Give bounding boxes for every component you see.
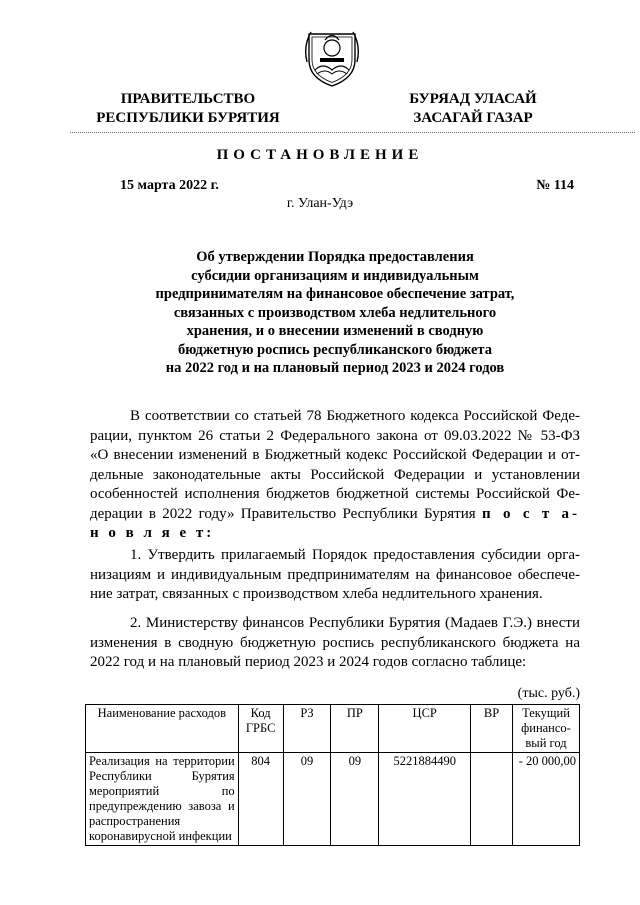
document-number: № 114 [536,178,574,193]
table-cell: 5221884490 [379,753,471,846]
header-divider [70,132,635,133]
table-cell-expense-name: Реализация на территории Республики Бурятия мероприятий по предупреждению завоза и распространения коронавирусной инфекции [86,753,239,846]
table-header-cell: Код ГРБС [238,705,283,753]
paragraph-line: ние затрат, связанных с производством хлеба недлительного хранения. [90,586,543,602]
decree-word-part2: н о в л я е т: [90,525,215,541]
table-header-cell: Текущий финансо-вый год [513,705,580,753]
table-cell [471,753,513,846]
header-right-line1: БУРЯАД УЛАСАЙ [409,91,537,107]
header-left-block [88,90,288,128]
table-header-cell: РЗ [283,705,331,753]
header-right-block [378,90,568,128]
paragraph-line: «О внесении изменений в Бюджетный кодекс Российской Федерации и от- [90,447,580,463]
paragraph-line-text: дерации в 2022 году» Правительство Республики Бурятия [90,505,476,522]
paragraph-line: 2. Министерству финансов Республики Бурятия (Мадаев Г.Э.) внести [130,615,580,631]
subject-line: хранения, и о внесении изменений в сводную [186,323,484,339]
table-cell-amount: - 20 000,00 [513,753,580,846]
document-subject [140,248,530,378]
document-date: 15 марта 2022 г. [120,178,219,193]
table-cell: 09 [283,753,331,846]
coat-of-arms-emblem [303,26,361,88]
subject-line: предпринимателям на финансовое обеспечение затрат, [155,286,515,302]
document-type-title: ПОСТАНОВЛЕНИЕ [216,147,424,163]
paragraph-line: особенностей исполнения бюджетов бюджетной системы Российской Фе- [90,486,580,502]
paragraph-item-1 [90,546,580,605]
paragraph-line: В соответствии со статьей 78 Бюджетного кодекса Российской Феде- [130,408,580,424]
paragraph-line: рации, пунктом 26 статьи 2 Федерального закона от 09.03.2022 № 53-ФЗ [90,427,580,444]
decree-word-part1: п о с т а- [482,505,581,522]
table-header-cell: ПР [331,705,379,753]
budget-table [85,704,580,846]
paragraph-line [90,505,580,525]
table-header-cell: ВР [471,705,513,753]
header-left-line2: РЕСПУБЛИКИ БУРЯТИЯ [96,110,280,126]
paragraph-preamble [90,407,580,544]
subject-line: на 2022 год и на плановый период 2023 и 2024 годов [165,360,505,376]
table-units: (тыс. руб.) [517,686,580,701]
table-header-row [86,705,580,753]
subject-line: связанных с производством хлеба недлительного [173,304,497,321]
subject-line: субсидии организациям и индивидуальным [191,267,479,284]
table-cell: 09 [331,753,379,846]
subject-line: Об утверждении Порядка предоставления [196,249,474,265]
subject-line: бюджетную роспись республиканского бюджета [178,341,492,358]
paragraph-line: 2022 год и на плановый период 2023 и 2024 годов согласно таблице: [90,654,527,670]
paragraph-item-2 [90,614,580,673]
table-header-cell: ЦСР [379,705,471,753]
paragraph-line: изменения в сводную бюджетную роспись республиканского бюджета на [90,634,580,651]
table-row [86,753,580,846]
paragraph-line: 1. Утвердить прилагаемый Порядок предоставления субсидии орга- [130,547,580,563]
paragraph-line: низациям и индивидуальным предпринимателям на финансовое обеспече- [90,566,580,583]
header-left-line1: ПРАВИТЕЛЬСТВО [120,91,256,107]
table-cell: 804 [238,753,283,846]
table-header-cell: Наименование расходов [86,705,239,753]
document-city: г. Улан-Удэ [286,196,354,211]
paragraph-line: дельные законодательные акты Российской Федерации и установлении [90,466,580,483]
header-right-line2: ЗАСАГАЙ ГАЗАР [413,110,533,126]
